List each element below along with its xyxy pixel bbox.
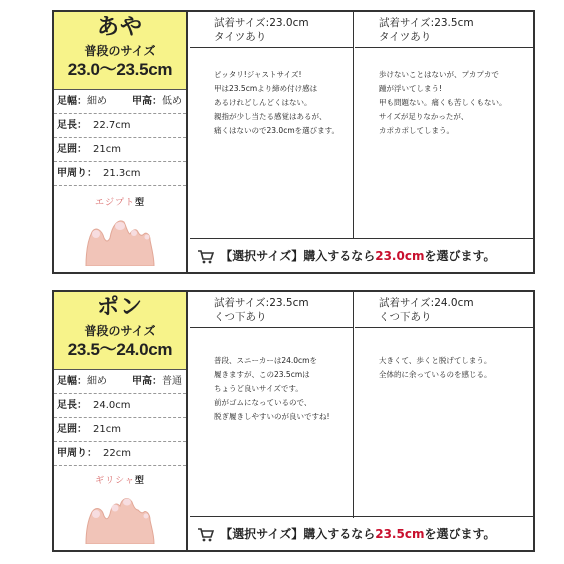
profile-panel (54, 292, 188, 550)
trial-header (355, 292, 533, 328)
comment-line: ちょうど良いサイズです。 (214, 384, 303, 393)
selection-bar (190, 516, 533, 550)
comment-line: 脱ぎ履きしやすいのが良いですね! (214, 412, 330, 421)
instep-girth-value: 21.3cm (103, 168, 141, 179)
foot-length-value: 24.0cm (93, 400, 131, 411)
trial-comments (355, 328, 533, 382)
comment-line: サイズが足りなかったが、 (379, 112, 469, 121)
comment-line: カポカポしてしまう。 (379, 126, 454, 135)
instep-height-value: 普通 (162, 376, 182, 387)
trial-size: 試着サイズ:23.5cm (379, 17, 474, 29)
profile-panel (54, 12, 188, 272)
usual-size-range: 23.5〜24.0cm (67, 340, 173, 359)
trial-size: 試着サイズ:23.5cm (214, 297, 309, 309)
trial-column-1 (190, 292, 354, 518)
foot-girth-label: 足囲： (57, 424, 87, 435)
instep-girth-value: 22cm (103, 448, 131, 459)
measure-row-girth (54, 418, 186, 442)
trial-size: 試着サイズ:23.0cm (214, 17, 309, 29)
instep-girth-label: 甲周り： (57, 168, 97, 179)
person-name: あや (96, 15, 143, 40)
instep-girth-label: 甲周り： (57, 448, 97, 459)
size-card-pon (52, 290, 535, 552)
comment-line: 全体的に余っているのを感じる。 (379, 370, 492, 379)
selected-size: 23.0cm (375, 249, 425, 263)
trial-condition: くつ下あり (379, 311, 432, 323)
cart-icon (198, 528, 214, 542)
trial-column-2 (355, 292, 533, 518)
foot-width-label: 足幅： (57, 376, 87, 387)
trial-header (190, 12, 353, 48)
trial-condition: くつ下あり (214, 311, 267, 323)
measurements (54, 90, 186, 186)
comment-line: 親指が少し当たる感覚はあるが、 (214, 112, 327, 121)
foot-toes-icon (82, 212, 158, 266)
selection-text: 【選択サイズ】購入するなら (220, 249, 376, 263)
instep-height-label: 甲高： (132, 96, 162, 107)
trial-comments (190, 328, 353, 424)
foot-width-value: 細め (87, 96, 107, 107)
comment-line: 歩けないことはないが、プカプカで (379, 70, 499, 79)
comment-line: 大きくて、歩くと脱げてしまう。 (379, 356, 492, 365)
foot-length-label: 足長： (57, 400, 87, 411)
selection-text: 【選択サイズ】購入するなら (220, 527, 376, 541)
trial-condition: タイツあり (214, 31, 267, 43)
measure-row-instep-girth (54, 162, 186, 186)
instep-height-label: 甲高： (132, 376, 162, 387)
foot-girth-label: 足囲： (57, 144, 87, 155)
comment-line: あるけれどしんどくはない。 (214, 98, 312, 107)
measure-row-width (54, 90, 186, 114)
foot-length-value: 22.7cm (93, 120, 131, 131)
usual-size-label: 普段のサイズ (84, 324, 156, 338)
trial-comments (190, 48, 353, 138)
usual-size-box (54, 292, 186, 370)
trial-column-1 (190, 12, 354, 238)
usual-size-label: 普段のサイズ (84, 44, 156, 58)
foot-length-label: 足長： (57, 120, 87, 131)
measure-row-length (54, 114, 186, 138)
comment-line: 甲は23.5cmより締め付け感は (214, 84, 318, 93)
trial-condition: タイツあり (379, 31, 432, 43)
usual-size-box (54, 12, 186, 90)
cart-icon (198, 250, 214, 264)
comment-line: 普段、スニーカーは24.0cmを (214, 356, 317, 365)
measure-row-length (54, 394, 186, 418)
foot-toes-icon (82, 490, 158, 544)
comment-line: 痛くはないので23.0cmを選びます。 (214, 126, 340, 135)
foot-type-label: ギリシャ型 (95, 476, 145, 486)
trial-size: 試着サイズ:24.0cm (379, 297, 474, 309)
foot-girth-value: 21cm (93, 144, 121, 155)
comment-line: 甲も問題ない。痛くも苦しくもない。 (379, 98, 507, 107)
size-card-aya (52, 10, 535, 274)
measure-row-width (54, 370, 186, 394)
measure-row-girth (54, 138, 186, 162)
foot-type-label: エジプト型 (94, 198, 146, 208)
trial-comments (355, 48, 533, 138)
selection-bar (190, 238, 533, 272)
trial-header (190, 292, 353, 328)
selected-size: 23.5cm (375, 527, 425, 541)
trial-column-2 (355, 12, 533, 238)
comment-line: ピッタリ!ジャストサイズ! (214, 70, 302, 79)
foot-width-value: 細め (87, 376, 107, 387)
trial-header (355, 12, 533, 48)
person-name: ポン (96, 295, 143, 320)
comment-line: 前がゴムになっているので、 (214, 398, 312, 407)
foot-type-section (54, 473, 186, 550)
foot-type-section (54, 195, 186, 272)
instep-height-value: 低め (162, 96, 182, 107)
comment-line: 踵が浮いてしまう! (379, 84, 443, 93)
measure-row-instep-girth (54, 442, 186, 466)
comment-line: 履きますが、この23.5cmは (214, 370, 310, 379)
usual-size-range: 23.0〜23.5cm (67, 60, 173, 79)
selection-suffix: を選びます。 (424, 527, 496, 541)
selection-suffix: を選びます。 (424, 249, 496, 263)
measurements (54, 370, 186, 466)
foot-width-label: 足幅： (57, 96, 87, 107)
foot-girth-value: 21cm (93, 424, 121, 435)
